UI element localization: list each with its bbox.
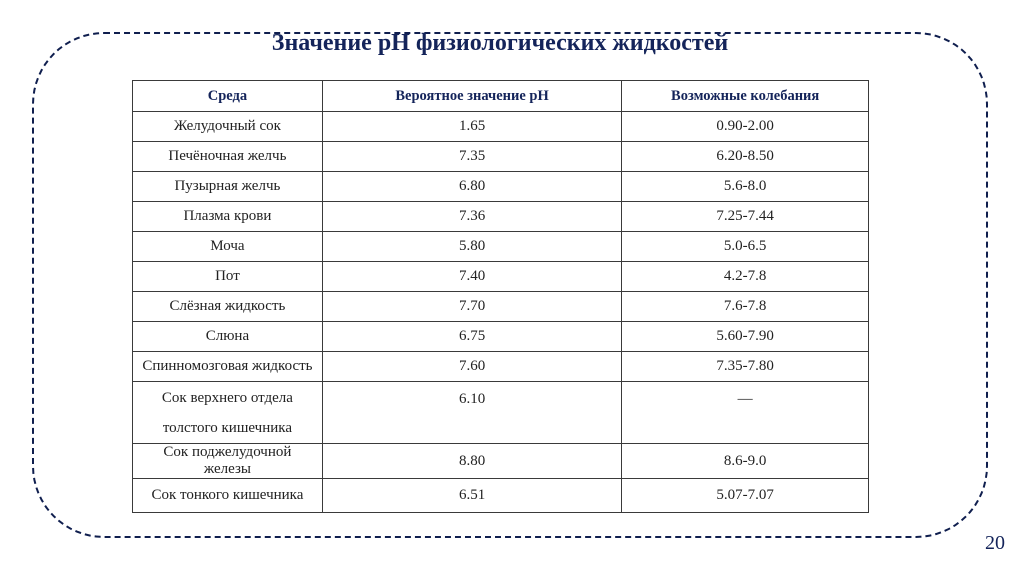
cell-ph: 7.40 (322, 262, 622, 292)
cell-ph: 6.80 (322, 172, 622, 202)
cell-range: 5.6-8.0 (622, 172, 869, 202)
table-row (133, 322, 869, 352)
column-header-ph-value: Вероятное значение pH (322, 81, 622, 112)
cell-medium: Пот (133, 262, 323, 292)
table-row (133, 382, 869, 444)
table-row (133, 142, 869, 172)
cell-medium: Слёзная жидкость (133, 292, 323, 322)
ph-values-table (132, 80, 869, 513)
cell-ph: 7.60 (322, 352, 622, 382)
table-row (133, 479, 869, 513)
table-header-row (133, 81, 869, 112)
cell-medium: Печёночная желчь (133, 142, 323, 172)
table-row (133, 262, 869, 292)
cell-range: 7.6-7.8 (622, 292, 869, 322)
table-row (133, 172, 869, 202)
cell-ph: 5.80 (322, 232, 622, 262)
cell-medium: Сок тонкого кишечника (133, 479, 323, 513)
cell-medium: Плазма крови (133, 202, 323, 232)
cell-ph: 6.10 (322, 382, 622, 444)
cell-medium: Сок поджелудочной железы (133, 444, 323, 479)
cell-ph: 6.51 (322, 479, 622, 513)
cell-range: 8.6-9.0 (622, 444, 869, 479)
cell-medium: Желудочный сок (133, 112, 323, 142)
cell-ph: 7.36 (322, 202, 622, 232)
cell-medium: Моча (133, 232, 323, 262)
table-row (133, 352, 869, 382)
cell-range: 6.20-8.50 (622, 142, 869, 172)
cell-medium: Спинномозговая жидкость (133, 352, 323, 382)
cell-ph: 1.65 (322, 112, 622, 142)
cell-range: 0.90-2.00 (622, 112, 869, 142)
table-row (133, 232, 869, 262)
column-header-range: Возможные колебания (622, 81, 869, 112)
cell-range: 5.0-6.5 (622, 232, 869, 262)
slide-title: Значение pH физиологических жидкостей (271, 30, 729, 56)
cell-medium: Сок верхнего отдела толстого кишечника (133, 382, 323, 444)
cell-range: 5.07-7.07 (622, 479, 869, 513)
cell-range: 4.2-7.8 (622, 262, 869, 292)
cell-range: — (622, 382, 869, 444)
page-number: 20 (985, 532, 1005, 554)
cell-ph: 7.70 (322, 292, 622, 322)
cell-range: 7.25-7.44 (622, 202, 869, 232)
table-row (133, 292, 869, 322)
cell-medium: Пузырная желчь (133, 172, 323, 202)
table-row (133, 202, 869, 232)
table-row (133, 444, 869, 479)
cell-ph: 6.75 (322, 322, 622, 352)
cell-range: 7.35-7.80 (622, 352, 869, 382)
table-row (133, 112, 869, 142)
cell-ph: 7.35 (322, 142, 622, 172)
cell-medium: Слюна (133, 322, 323, 352)
cell-ph: 8.80 (322, 444, 622, 479)
column-header-medium: Среда (133, 81, 323, 112)
cell-range: 5.60-7.90 (622, 322, 869, 352)
